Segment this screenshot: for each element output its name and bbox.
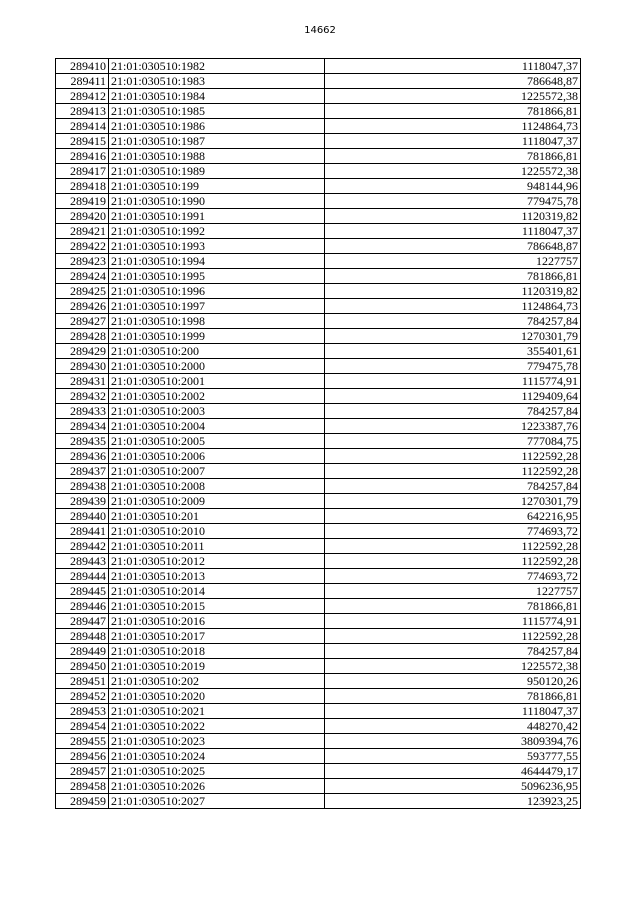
- table-row: [56, 449, 581, 464]
- cadastral-number-cell: 21:01:030510:1989: [109, 164, 325, 179]
- cadastral-value-table: [55, 58, 581, 809]
- table-row: [56, 299, 581, 314]
- row-number-cell: 289429: [56, 344, 109, 359]
- cadastral-number-cell: 21:01:030510:2008: [109, 479, 325, 494]
- cadastral-number-cell: 21:01:030510:2001: [109, 374, 325, 389]
- row-number-cell: 289450: [56, 659, 109, 674]
- value-cell: 642216,95: [325, 509, 581, 524]
- row-number-cell: 289433: [56, 404, 109, 419]
- cadastral-number-cell: 21:01:030510:1983: [109, 74, 325, 89]
- row-number-cell: 289443: [56, 554, 109, 569]
- cadastral-number-cell: 21:01:030510:1997: [109, 299, 325, 314]
- value-cell: 781866,81: [325, 689, 581, 704]
- table-row: [56, 674, 581, 689]
- row-number-cell: 289425: [56, 284, 109, 299]
- cadastral-number-cell: 21:01:030510:1995: [109, 269, 325, 284]
- row-number-cell: 289449: [56, 644, 109, 659]
- table-row: [56, 344, 581, 359]
- cadastral-number-cell: 21:01:030510:2022: [109, 719, 325, 734]
- value-cell: 1115774,91: [325, 374, 581, 389]
- row-number-cell: 289416: [56, 149, 109, 164]
- table-row: [56, 719, 581, 734]
- table-row: [56, 509, 581, 524]
- row-number-cell: 289457: [56, 764, 109, 779]
- value-cell: 1270301,79: [325, 329, 581, 344]
- value-cell: 1122592,28: [325, 554, 581, 569]
- row-number-cell: 289459: [56, 794, 109, 809]
- table-row: [56, 74, 581, 89]
- row-number-cell: 289413: [56, 104, 109, 119]
- value-cell: 784257,84: [325, 644, 581, 659]
- cadastral-number-cell: 21:01:030510:2013: [109, 569, 325, 584]
- table-row: [56, 284, 581, 299]
- row-number-cell: 289456: [56, 749, 109, 764]
- row-number-cell: 289454: [56, 719, 109, 734]
- row-number-cell: 289451: [56, 674, 109, 689]
- table-row: [56, 149, 581, 164]
- table-row: [56, 704, 581, 719]
- cadastral-number-cell: 21:01:030510:2020: [109, 689, 325, 704]
- table-row: [56, 179, 581, 194]
- value-cell: 1120319,82: [325, 209, 581, 224]
- row-number-cell: 289439: [56, 494, 109, 509]
- table-row: [56, 539, 581, 554]
- row-number-cell: 289434: [56, 419, 109, 434]
- row-number-cell: 289420: [56, 209, 109, 224]
- row-number-cell: 289422: [56, 239, 109, 254]
- value-cell: 774693,72: [325, 524, 581, 539]
- value-cell: 1118047,37: [325, 224, 581, 239]
- cadastral-number-cell: 21:01:030510:2017: [109, 629, 325, 644]
- cadastral-number-cell: 21:01:030510:201: [109, 509, 325, 524]
- value-cell: 1122592,28: [325, 464, 581, 479]
- row-number-cell: 289444: [56, 569, 109, 584]
- value-cell: 123923,25: [325, 794, 581, 809]
- cadastral-number-cell: 21:01:030510:2002: [109, 389, 325, 404]
- row-number-cell: 289423: [56, 254, 109, 269]
- value-cell: 1118047,37: [325, 134, 581, 149]
- row-number-cell: 289437: [56, 464, 109, 479]
- value-cell: 1120319,82: [325, 284, 581, 299]
- cadastral-number-cell: 21:01:030510:2018: [109, 644, 325, 659]
- page-number: 14662: [304, 25, 336, 36]
- value-cell: 1227757: [325, 254, 581, 269]
- row-number-cell: 289435: [56, 434, 109, 449]
- table-row: [56, 554, 581, 569]
- table-row: [56, 389, 581, 404]
- row-number-cell: 289432: [56, 389, 109, 404]
- table-row: [56, 494, 581, 509]
- cadastral-number-cell: 21:01:030510:202: [109, 674, 325, 689]
- row-number-cell: 289412: [56, 89, 109, 104]
- row-number-cell: 289436: [56, 449, 109, 464]
- table-row: [56, 164, 581, 179]
- value-cell: 781866,81: [325, 269, 581, 284]
- cadastral-number-cell: 21:01:030510:200: [109, 344, 325, 359]
- table-row: [56, 644, 581, 659]
- value-cell: 5096236,95: [325, 779, 581, 794]
- cadastral-number-cell: 21:01:030510:1991: [109, 209, 325, 224]
- row-number-cell: 289442: [56, 539, 109, 554]
- table-row: [56, 89, 581, 104]
- table-row: [56, 584, 581, 599]
- value-cell: 784257,84: [325, 404, 581, 419]
- value-cell: 784257,84: [325, 314, 581, 329]
- table-row: [56, 779, 581, 794]
- table-row: [56, 59, 581, 74]
- row-number-cell: 289453: [56, 704, 109, 719]
- row-number-cell: 289441: [56, 524, 109, 539]
- table-row: [56, 434, 581, 449]
- row-number-cell: 289424: [56, 269, 109, 284]
- cadastral-number-cell: 21:01:030510:2025: [109, 764, 325, 779]
- value-cell: 4644479,17: [325, 764, 581, 779]
- cadastral-number-cell: 21:01:030510:1985: [109, 104, 325, 119]
- table-row: [56, 629, 581, 644]
- value-cell: 1122592,28: [325, 449, 581, 464]
- cadastral-number-cell: 21:01:030510:2000: [109, 359, 325, 374]
- row-number-cell: 289428: [56, 329, 109, 344]
- value-cell: 786648,87: [325, 239, 581, 254]
- table-row: [56, 524, 581, 539]
- cadastral-number-cell: 21:01:030510:2012: [109, 554, 325, 569]
- value-cell: 1223387,76: [325, 419, 581, 434]
- table-row: [56, 599, 581, 614]
- value-cell: 1227757: [325, 584, 581, 599]
- value-cell: 948144,96: [325, 179, 581, 194]
- row-number-cell: 289448: [56, 629, 109, 644]
- table-row: [56, 254, 581, 269]
- value-cell: 1225572,38: [325, 659, 581, 674]
- table-row: [56, 734, 581, 749]
- row-number-cell: 289431: [56, 374, 109, 389]
- value-cell: 784257,84: [325, 479, 581, 494]
- cadastral-number-cell: 21:01:030510:2024: [109, 749, 325, 764]
- row-number-cell: 289445: [56, 584, 109, 599]
- value-cell: 1122592,28: [325, 539, 581, 554]
- cadastral-number-cell: 21:01:030510:2016: [109, 614, 325, 629]
- cadastral-number-cell: 21:01:030510:1987: [109, 134, 325, 149]
- table-row: [56, 419, 581, 434]
- row-number-cell: 289452: [56, 689, 109, 704]
- value-cell: 1124864,73: [325, 299, 581, 314]
- cadastral-number-cell: 21:01:030510:2011: [109, 539, 325, 554]
- value-cell: 1115774,91: [325, 614, 581, 629]
- row-number-cell: 289446: [56, 599, 109, 614]
- value-cell: 950120,26: [325, 674, 581, 689]
- cadastral-number-cell: 21:01:030510:2021: [109, 704, 325, 719]
- table-row: [56, 749, 581, 764]
- cadastral-number-cell: 21:01:030510:2009: [109, 494, 325, 509]
- value-cell: 355401,61: [325, 344, 581, 359]
- cadastral-number-cell: 21:01:030510:2010: [109, 524, 325, 539]
- row-number-cell: 289440: [56, 509, 109, 524]
- value-cell: 781866,81: [325, 104, 581, 119]
- row-number-cell: 289430: [56, 359, 109, 374]
- table-row: [56, 764, 581, 779]
- table-row: [56, 479, 581, 494]
- table-row: [56, 374, 581, 389]
- cadastral-number-cell: 21:01:030510:1993: [109, 239, 325, 254]
- row-number-cell: 289426: [56, 299, 109, 314]
- cadastral-number-cell: 21:01:030510:2027: [109, 794, 325, 809]
- value-cell: 779475,78: [325, 194, 581, 209]
- cadastral-number-cell: 21:01:030510:2014: [109, 584, 325, 599]
- row-number-cell: 289421: [56, 224, 109, 239]
- cadastral-number-cell: 21:01:030510:2006: [109, 449, 325, 464]
- cadastral-number-cell: 21:01:030510:2005: [109, 434, 325, 449]
- table-row: [56, 104, 581, 119]
- cadastral-number-cell: 21:01:030510:1984: [109, 89, 325, 104]
- table-row: [56, 209, 581, 224]
- cadastral-number-cell: 21:01:030510:2004: [109, 419, 325, 434]
- cadastral-number-cell: 21:01:030510:1999: [109, 329, 325, 344]
- table-row: [56, 689, 581, 704]
- value-cell: 3809394,76: [325, 734, 581, 749]
- row-number-cell: 289415: [56, 134, 109, 149]
- cadastral-number-cell: 21:01:030510:2026: [109, 779, 325, 794]
- row-number-cell: 289410: [56, 59, 109, 74]
- value-cell: 777084,75: [325, 434, 581, 449]
- value-cell: 779475,78: [325, 359, 581, 374]
- table-body: [56, 59, 581, 809]
- value-cell: 1118047,37: [325, 704, 581, 719]
- table-row: [56, 464, 581, 479]
- cadastral-number-cell: 21:01:030510:199: [109, 179, 325, 194]
- table-row: [56, 359, 581, 374]
- value-cell: 1225572,38: [325, 164, 581, 179]
- value-cell: 774693,72: [325, 569, 581, 584]
- table-row: [56, 404, 581, 419]
- table-row: [56, 329, 581, 344]
- table-row: [56, 659, 581, 674]
- table-row: [56, 239, 581, 254]
- value-cell: 1129409,64: [325, 389, 581, 404]
- table-row: [56, 794, 581, 809]
- table-row: [56, 314, 581, 329]
- table-row: [56, 269, 581, 284]
- cadastral-number-cell: 21:01:030510:2007: [109, 464, 325, 479]
- row-number-cell: 289411: [56, 74, 109, 89]
- cadastral-number-cell: 21:01:030510:1990: [109, 194, 325, 209]
- cadastral-number-cell: 21:01:030510:1994: [109, 254, 325, 269]
- table-row: [56, 569, 581, 584]
- row-number-cell: 289447: [56, 614, 109, 629]
- row-number-cell: 289458: [56, 779, 109, 794]
- cadastral-number-cell: 21:01:030510:2003: [109, 404, 325, 419]
- value-cell: 781866,81: [325, 599, 581, 614]
- table-row: [56, 614, 581, 629]
- table-row: [56, 134, 581, 149]
- cadastral-number-cell: 21:01:030510:2019: [109, 659, 325, 674]
- value-cell: 1225572,38: [325, 89, 581, 104]
- cadastral-number-cell: 21:01:030510:2023: [109, 734, 325, 749]
- cadastral-number-cell: 21:01:030510:1998: [109, 314, 325, 329]
- table-row: [56, 224, 581, 239]
- row-number-cell: 289414: [56, 119, 109, 134]
- value-cell: 1118047,37: [325, 59, 581, 74]
- cadastral-number-cell: 21:01:030510:1986: [109, 119, 325, 134]
- value-cell: 1124864,73: [325, 119, 581, 134]
- cadastral-number-cell: 21:01:030510:2015: [109, 599, 325, 614]
- value-cell: 1270301,79: [325, 494, 581, 509]
- row-number-cell: 289455: [56, 734, 109, 749]
- table-row: [56, 119, 581, 134]
- row-number-cell: 289418: [56, 179, 109, 194]
- cadastral-number-cell: 21:01:030510:1996: [109, 284, 325, 299]
- row-number-cell: 289427: [56, 314, 109, 329]
- cadastral-number-cell: 21:01:030510:1982: [109, 59, 325, 74]
- row-number-cell: 289419: [56, 194, 109, 209]
- row-number-cell: 289417: [56, 164, 109, 179]
- value-cell: 448270,42: [325, 719, 581, 734]
- cadastral-number-cell: 21:01:030510:1992: [109, 224, 325, 239]
- table-row: [56, 194, 581, 209]
- row-number-cell: 289438: [56, 479, 109, 494]
- value-cell: 781866,81: [325, 149, 581, 164]
- value-cell: 1122592,28: [325, 629, 581, 644]
- cadastral-number-cell: 21:01:030510:1988: [109, 149, 325, 164]
- value-cell: 593777,55: [325, 749, 581, 764]
- value-cell: 786648,87: [325, 74, 581, 89]
